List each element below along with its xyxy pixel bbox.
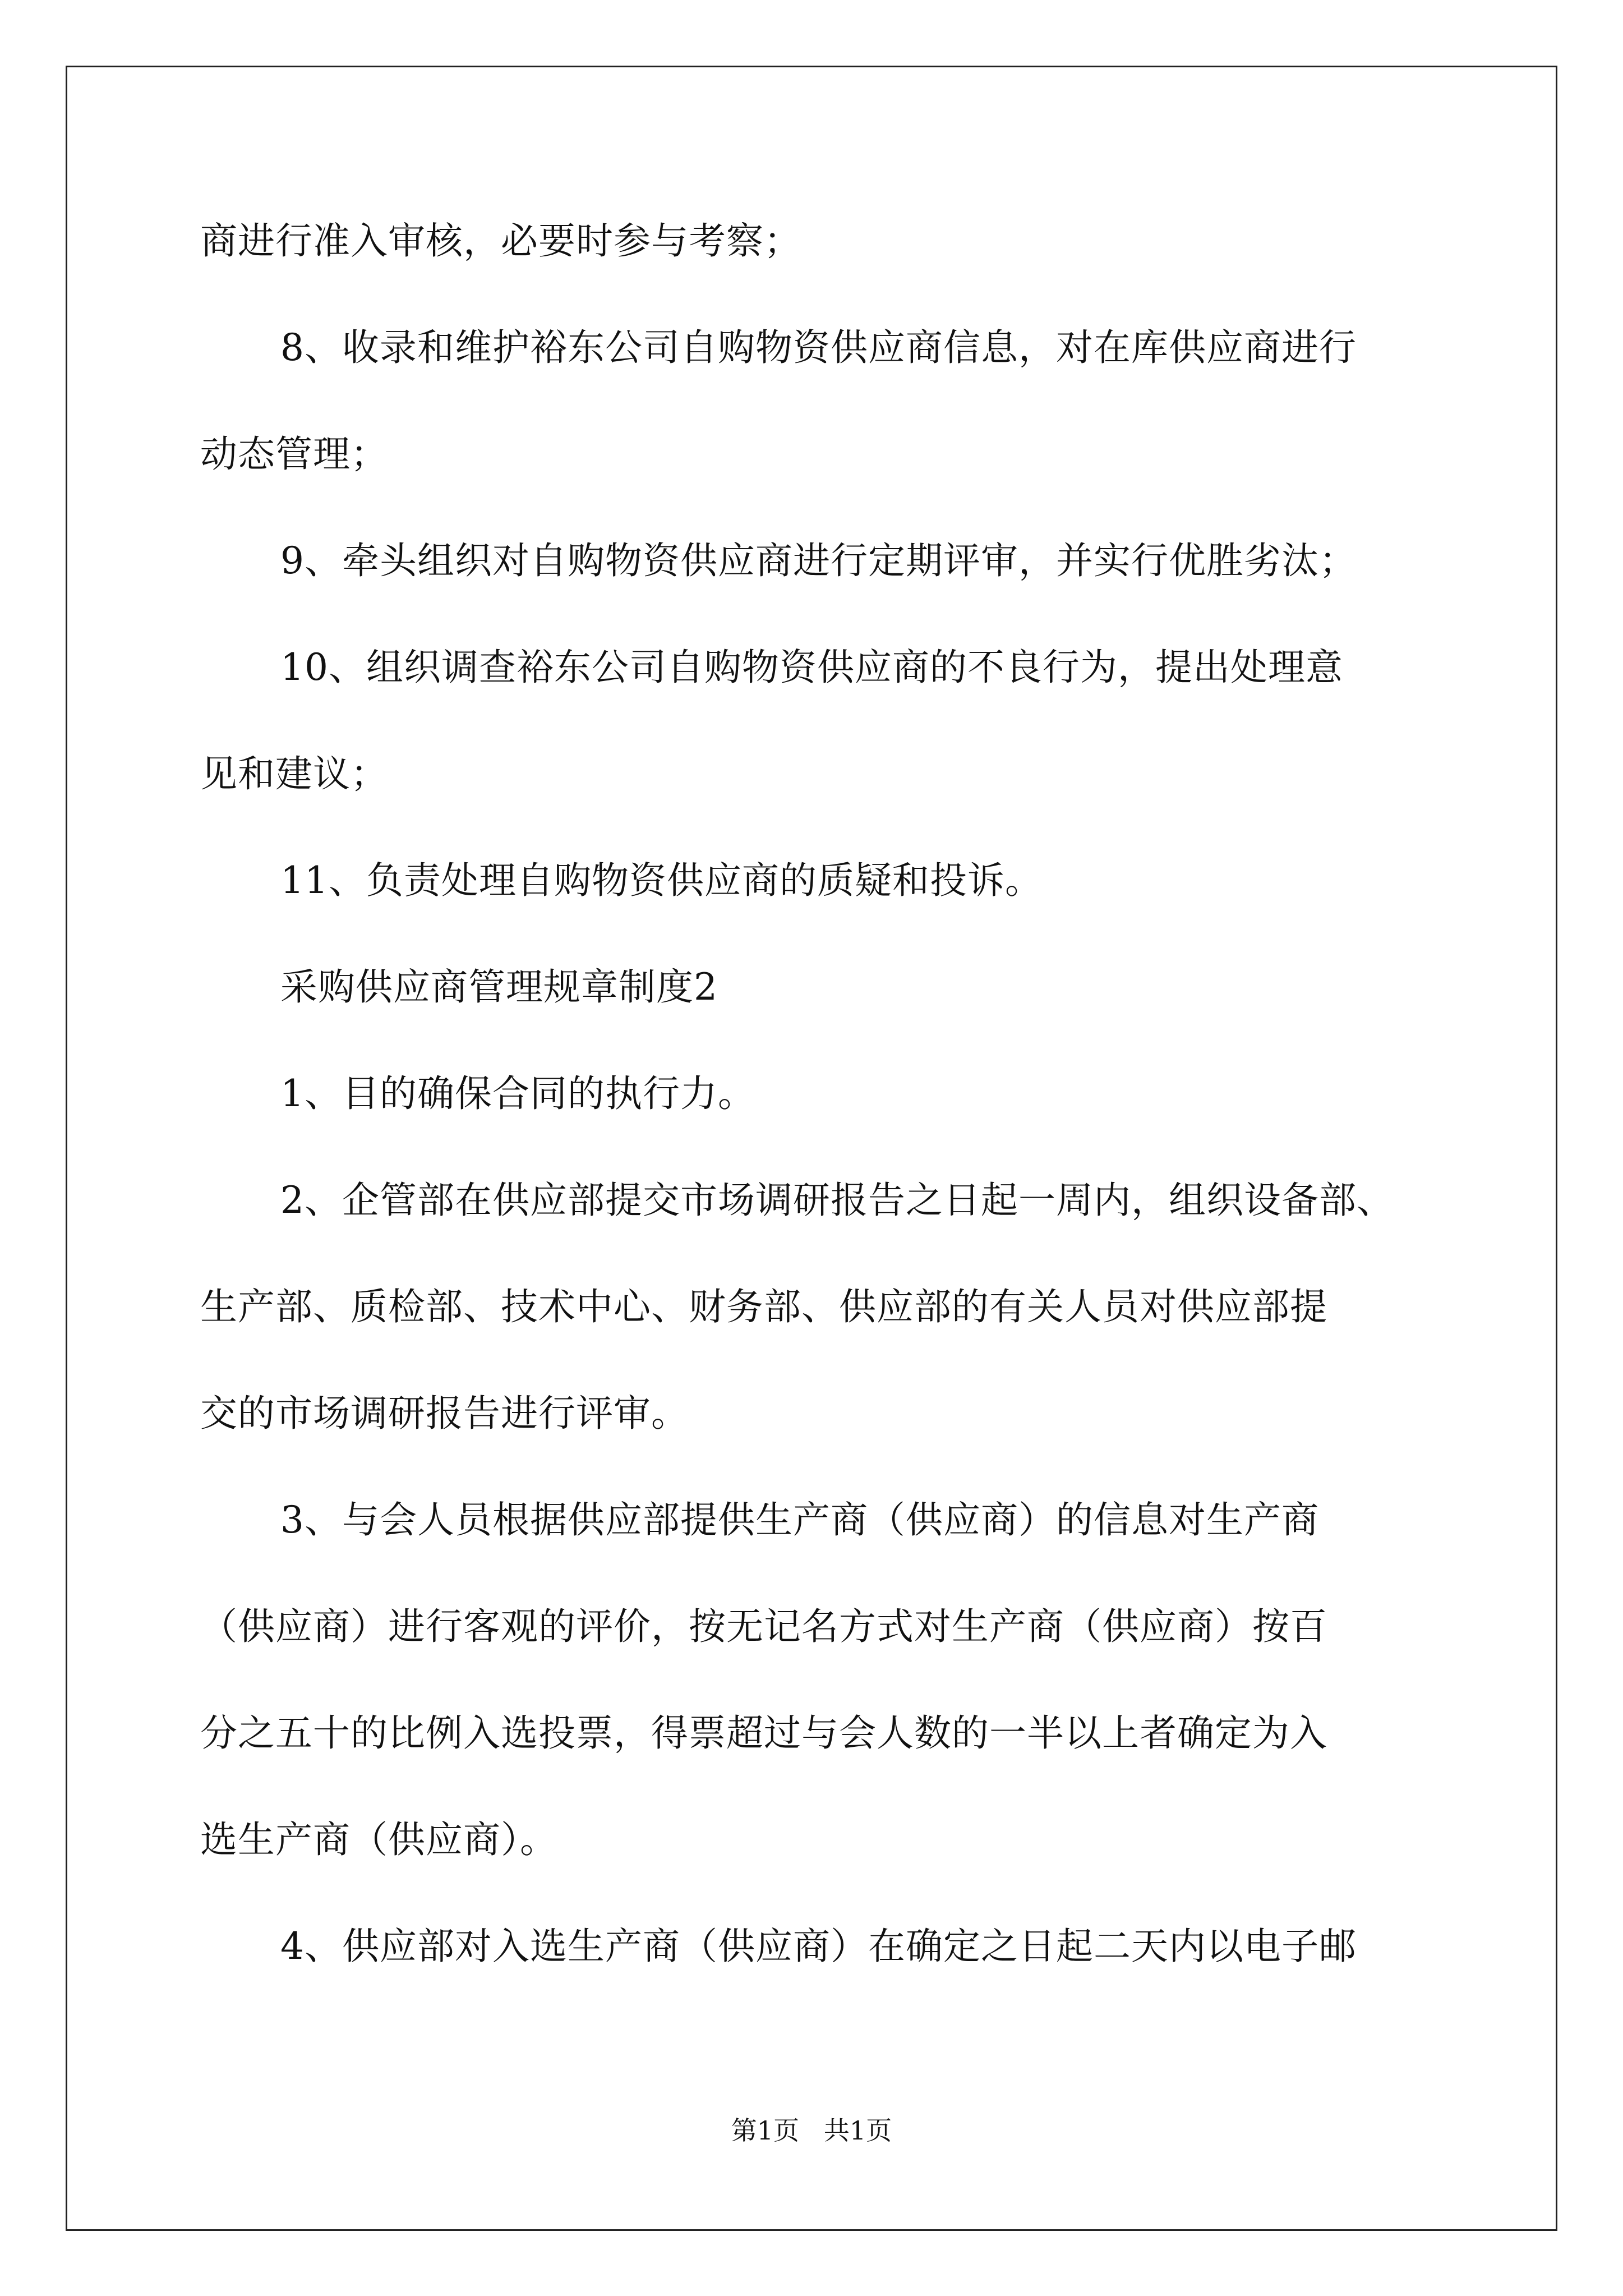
- section-heading: 采购供应商管理规章制度2: [280, 965, 718, 1009]
- text-line: 2、企管部在供应部提交市场调研报告之日起一周内，组织设备部、: [280, 1179, 1394, 1222]
- text-line: 4、供应部对入选生产商（供应商）在确定之日起二天内以电子邮: [280, 1925, 1357, 1968]
- text-line: 8、收录和维护裕东公司自购物资供应商信息，对在库供应商进行: [280, 326, 1357, 369]
- text-line: 商进行准入审核，必要时参与考察；: [200, 219, 801, 263]
- text-line: 3、与会人员根据供应部提供生产商（供应商）的信息对生产商: [280, 1498, 1319, 1542]
- text-line: 9、牵头组织对自购物资供应商进行定期评审，并实行优胜劣汰；: [280, 539, 1357, 582]
- text-line: 见和建议；: [200, 752, 388, 795]
- text-line: 交的市场调研报告进行评审。: [200, 1392, 689, 1435]
- text-line: 11、负责处理自购物资供应商的质疑和投诉。: [280, 859, 1043, 902]
- text-line: 动态管理；: [200, 432, 388, 476]
- page-border: [66, 66, 1557, 2231]
- text-line: 10、组织调查裕东公司自购物资供应商的不良行为，提出处理意: [280, 646, 1343, 689]
- text-line: 分之五十的比例入选投票，得票超过与会人数的一半以上者确定为入: [200, 1711, 1327, 1755]
- text-line: 生产部、质检部、技术中心、财务部、供应部的有关人员对供应部提: [200, 1285, 1327, 1328]
- text-line: 选生产商（供应商）。: [200, 1818, 557, 1861]
- text-line: （供应商）进行客观的评价，按无记名方式对生产商（供应商）按百: [200, 1605, 1327, 1648]
- page-number-footer: 第1页 共1页: [731, 2115, 892, 2146]
- text-line: 1、目的确保合同的执行力。: [280, 1072, 755, 1115]
